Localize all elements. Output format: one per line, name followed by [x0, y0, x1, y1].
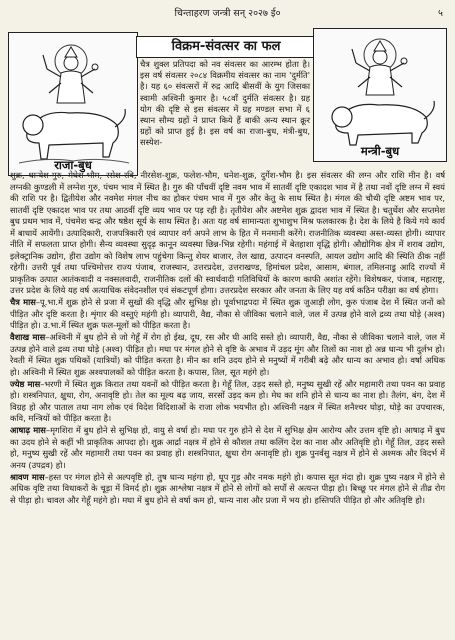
paragraph-ashadh [10, 425, 445, 471]
paragraph-general [10, 170, 445, 297]
paragraph-shravan [10, 472, 445, 507]
month-label-ashadh: आषाढ़ मास [10, 425, 46, 435]
paragraph-text: –मृगशिरा में बुध होने से सुभिक्ष हो, वायु से वर्षा हो। मघा पर गुरु होने से देश में सुभिक्ष क्षेम आरोग्य और उत्तम वृष्टि हो। आषाढ़ में बुध का उदय होने से कहीं भी प्राकृतिक आपदा हो। शुक्र आर्द्रा नक्षत्र में होने से कौशल तथा कलिंग देश का नाश और अतिवृष्टि हो। गेहूँ तिल, उड़द सस्ते हो, मनुष्य सुखी रहें और महामारी तथा पवन का प्रवाह हो। शस्त्रनिपात, क्षुधा रोग अनावृष्टि हो। शुक्र पुनर्वसु नक्षत्र में होने से अश्मक और विदर्भ में अनय (उपद्रव) हो। [10, 425, 446, 470]
paragraph-text: –भरणी में स्थित शुक्र किरात तथा यवनों को पीड़ित करता है। गेहूँ तिल, उड़द सस्ते हो, मनुष्य सुखी रहें और महामारी तथा पवन का प्रवाह हो। शस्त्रनिपात, क्षुधा, रोग, अनावृष्टि हो। तेल का मूल्य बढ़ जाय, सरसों उड़द कम हो। मेघ का शनि होने से धान्य का नाश हो। तैलंग, बंग, देश में विग्रह हो और पाताल तथा नाग लोक एवं विदेश विदिशाओं के राजा लोक भयभीत हो। अश्विनी नक्षत्र में स्थित शनैश्चर घोड़ा, घोड़े का उपचारक, कवि, मन्त्रियों को पीड़ित करता है। [10, 378, 445, 423]
paragraph-text: –हस्त पर मंगल होने से अल्पवृष्टि हो, तुष धान्य महंगा हो, धूप गुड़ और नमक महंगे हो। कपास सूत मंदा हो। शुक्र पुष्य नक्षत्र में होने से अधिक वृष्टि तथा विधाकरों के चूड़ा में विमर्द हो। शुक्र आश्लेषा नक्षत्र में होने से लोगों को सर्पों से अत्यन्त पीड़ा हो। बिच्छू पर मंगल होने से तीव्र रोग से पीड़ा हो। चावल और गेहूँ महंगे हो। मघा में बुध होने से वर्षा कम हो, धान्य नाश और प्रजा में भय हो। हस्तिपति पीड़ित हो और अतिवृष्टि हो। [10, 471, 445, 505]
budh-on-lion-icon [314, 29, 446, 161]
raja-budh-illustration [8, 32, 138, 176]
paragraph-vaishakh [10, 332, 445, 378]
paragraph-text: शुक्र, धान्येश-गुरु, मेघेश-भौम, रसेश-रवि, नीरसेश-शुक्र, फलेश-भौम, धनेश-शुक्र, दुर्गेश-भौम है। इस संवत्सर की लग्न और राशि मीन है। वर्ष लग्नकी कुण्डली में लग्नेश गुरु, पंचम भाव में स्थित है। गुरु की पाँचवीं दृष्टि नवम भाव में सातवीं दृष्टि एकादश भाव में है तथा नवों दृष्टि लग्न में स्वयं की राशि पर है। द्वितीयेश और नवमेश मंगल नीच का होकर पंचम भाव में गुरु और केतु के साथ स्थित है। मंगल की चौथी दृष्टि अष्टम भाव पर, सातवीं दृष्टि एकादश भाव पर तथा आठवीं दृष्टि व्यय भाव पर पड़ रही है। तृतीयेश और अष्टमेश शुक्र द्वादश भाव में स्थित है। चतुर्थेश और सप्तमेश बुध प्रथम भाव में, पंचमेश चन्द्र और षष्ठेश सूर्य के साथ स्थित है। अतः यह वर्ष सामान्यतः शुभाशुभ मिश्र फलकारक है। देश के लिये है किये गये कार्य में बाधायें आयेंगी। उत्पादिकारी, राजपत्रिकारी एवं व्यापार वर्ग अपने लाभ के हित में मनमानी करेंगे। राजनीतिक व्यवस्था अस्त-व्यस्त होगी। व्यापार नीति में सफलता प्राप्त होगी। सैन्य व्यवस्था सुदृढ़ कानून व्यवस्था छिन्न-भिन्न रहेगी। महंगाई में बेतहाशा वृद्धि होगी। औद्योगिक क्षेत्र में शराब उद्योग, इलेक्ट्रानिक उद्योग, हीरा उद्योग को विशेष लाभ पहुंचेगा किन्तु शेयर बाजार, तेल खाद्य, उत्पादन वनस्पति, आयल उद्योग आदि की स्थिति ठीक नहीं रहेगी। उत्तरी पूर्व तथा पश्चिमोत्तर राज्य पंजाब, राजस्थान, उत्तरप्रदेश, उत्तराखण्ड, हिमांचल प्रदेश, आसाम, बंगाल, तमिलनाडु आदि राज्यों में प्राकृतिक उत्पात आतंकवादी व नक्सलवादी, राजनीतिक दलों की स्वार्थवादी गतिविधियों के कारण काफी अशांत रहेंगे। विशेषकर, पंजाब, महाराष्ट्र, उत्तर प्रदेश के लिये यह वर्ष अत्याधिक संवेदनशील एवं संकटपूर्ण होगा। उत्तरप्रदेश सरकार और जनता के लिए यह वर्ष कठिन परीक्षा का वर्ष होगा। [10, 170, 445, 295]
month-label-jyeshtha: ज्येष्ठ मास [10, 378, 41, 389]
page-header [10, 4, 445, 20]
paragraph-jyeshtha [10, 379, 445, 425]
intro-paragraph: चैत्र शुक्ल प्रतिपदा को नव संवत्सर का आरम्भ होता है। इस वर्ष संवत्सर २०८४ विक्रमीय संवत्सर का नाम 'दुर्मति' है। यह ६० संवत्सरों में रुद्र आदि बीसवीं के युग जिसका स्वामी अश्विनी कुमार है। ५८वाँ दुर्मति संवत्सर है। ग्रह योग की दृष्टि से इस संवत्सर में ग्रह मण्डल सभा में ६ स्थान सौम्य ग्रहों ने प्राप्त किये हैं बाकी अन्य स्थान क्रूर ग्रहों को प्राप्त हुई है। इस वर्ष का राजा-बुध, मंत्री-बुध, सस्येश- [140, 59, 310, 148]
paragraph-chaitra [10, 297, 445, 332]
left-image-caption: राजा-बुध [54, 158, 92, 172]
mantri-budh-illustration [313, 28, 447, 162]
right-image-caption: मन्त्री-बुध [360, 144, 400, 158]
section-title: विक्रम-संवत्सर का फल [136, 36, 316, 58]
paragraph-text: –पू.भा.में शुक्र होने से प्रजा में सुखों की वृद्धि और सुभिक्ष हो। पूर्वाभाद्रपदा में स्थित शुक्र जुआड़ी लोग, कुरु पंजाब देश में स्थित जनों को पीड़ित और दृष्टि करता है। शृंगार की वस्तुएं महंगी हो। व्यापारी, वैद्य, नौका से जीविका चलाने वाले, जल में उत्पन्न होने वाले द्रव्य तथा घोड़े (अश्व) पीड़ित हो। उ.भा.में स्थित शुक्र फल-मूलों को पीड़ित करता है। [10, 297, 445, 330]
month-label-shravan: श्रावण मास [10, 471, 45, 482]
month-label-chaitra: चैत्र मास [10, 297, 36, 307]
paragraph-text: –अश्विनी में बुध होने से जो गेहूँ में रोग हो ईख, दूध, रस और घी आदि सस्ते हो। व्यापारी, वैद्य, नौका से जीविका चलाने वाले, जल में उत्पन्न होने वाले द्रव्य तथा घोड़े (अश्व) पीड़ित हो। मघा पर मंगल होने से वृष्टि के अभाव में उड़द मूंग और तिलों का नाश हो अन्न धान्य भी दुर्लभ हो। रेवती में स्थित शुक्र पथिकों (यात्रियों) को पीड़ित करता है। मीन का शनि उदय होने से मनुष्यों में गरीबी बढ़े और धान्य का अभाव हो। वर्षा अधिक हो। अश्विनी में स्थित शुक्र अश्वपालकों को पीड़ित करता है। कपास, तिल, सूत महंगे हो। [10, 332, 445, 377]
header-title: चिन्ताहरण जन्त्री सन् २०२७ ई० [174, 7, 281, 19]
body-text [10, 170, 445, 506]
page-number: ५ [438, 7, 443, 19]
budh-on-lion-icon [9, 33, 137, 175]
month-label-vaishakh: वैशाख मास [10, 332, 46, 342]
